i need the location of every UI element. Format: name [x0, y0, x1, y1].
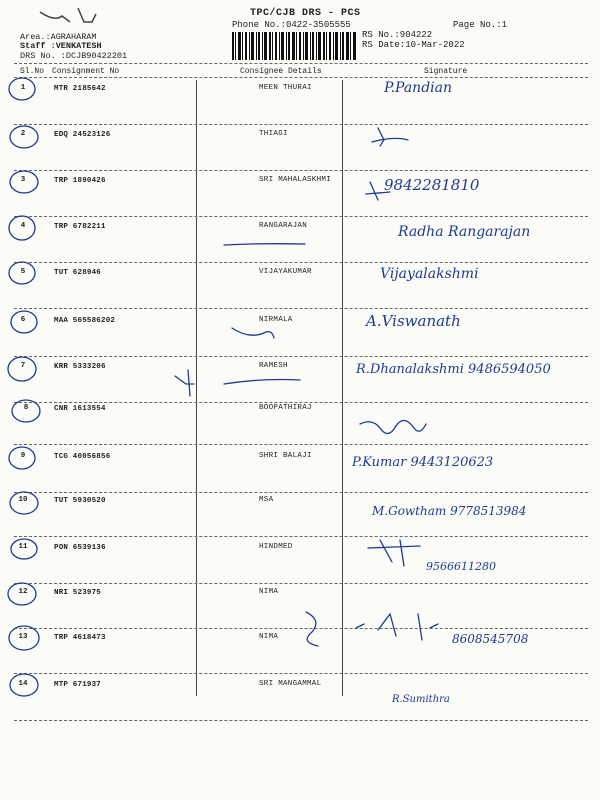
row-number: 5 — [20, 268, 26, 276]
row-divider — [14, 262, 588, 263]
page-number: Page No.:1 — [453, 20, 508, 30]
rs-number: RS No.:904222 — [362, 30, 433, 40]
consignment-number: TUT 5930520 — [54, 497, 106, 505]
row-number: 4 — [20, 222, 26, 230]
signature-row-10: M.Gowtham 9778513984 — [372, 504, 527, 518]
signature-row-3: 9842281810 — [384, 176, 480, 194]
row-number: 3 — [20, 176, 26, 184]
col-header-consignee: Consignee Details — [240, 67, 322, 76]
consignee-name: SHRI BALAJI — [259, 452, 312, 460]
consignee-name: NIMA — [259, 588, 279, 596]
consignment-number: NRI 523975 — [54, 589, 102, 597]
row-number: 1 — [20, 84, 26, 92]
phone-number: Phone No.:0422-3505555 — [232, 20, 351, 30]
col-header-signature: Signature — [424, 67, 468, 76]
consignee-name: MEEN THURAI — [259, 84, 312, 92]
divider — [14, 77, 588, 78]
consignee-name: THIAGI — [259, 130, 288, 138]
row-divider — [14, 536, 588, 537]
consignment-number: TRP 4618473 — [54, 634, 106, 642]
row-number: 6 — [20, 316, 26, 324]
row-divider — [14, 673, 588, 674]
consignee-name: SRI MAHALASKHMI — [259, 176, 332, 184]
col-header-consignment: Consignment No — [52, 67, 120, 76]
row-number: 13 — [18, 633, 28, 641]
row-divider — [14, 628, 588, 629]
consignee-name: BOOPATHIRAJ — [259, 404, 312, 412]
row-divider — [14, 356, 588, 357]
divider — [14, 63, 588, 64]
column-rule-right — [342, 80, 343, 696]
row-number: 11 — [18, 543, 28, 551]
consignee-name: HINDMED — [259, 543, 293, 551]
consignment-number: KRR 5333206 — [54, 363, 106, 371]
consignment-number: MAA 565586202 — [54, 317, 116, 325]
consignee-name: MSA — [259, 496, 274, 504]
row-divider — [14, 492, 588, 493]
signature-row-11: 9566611280 — [426, 560, 496, 573]
consignment-number: MTP 671937 — [54, 681, 102, 689]
signature-row-5: Vijayalakshmi — [380, 266, 479, 282]
row-number: 14 — [18, 680, 28, 688]
row-divider — [14, 308, 588, 309]
consignment-number: TCG 40056856 — [54, 453, 111, 461]
row-divider — [14, 720, 588, 721]
consignment-number: TRP 6782211 — [54, 223, 106, 231]
rs-date: RS Date:10-Mar-2022 — [362, 40, 465, 50]
row-divider — [14, 124, 588, 125]
consignment-number: CNR 1613554 — [54, 405, 106, 413]
row-divider — [14, 170, 588, 171]
column-rule-left — [196, 80, 197, 696]
row-divider — [14, 402, 588, 403]
row-number: 9 — [20, 452, 26, 460]
staff-label: Staff :VENKATESH — [20, 41, 102, 51]
row-number: 10 — [18, 496, 28, 504]
consignee-name: NIRMALA — [259, 316, 293, 324]
signature-row-4: Radha Rangarajan — [398, 224, 531, 240]
row-divider — [14, 583, 588, 584]
consignment-number: TUT 628946 — [54, 269, 102, 277]
consignee-name: VIJAYAKUMAR — [259, 268, 312, 276]
row-divider — [14, 216, 588, 217]
signature-row-1: P.Pandian — [384, 80, 452, 96]
signature-row-7: R.Dhanalakshmi 9486594050 — [356, 362, 551, 377]
row-number: 12 — [18, 588, 28, 596]
consignee-name: RAMESH — [259, 362, 288, 370]
signature-row-6: A.Viswanath — [366, 312, 461, 330]
col-header-no: Sl.No — [20, 67, 45, 76]
consignment-number: PON 6539136 — [54, 544, 106, 552]
document-title: TPC/CJB DRS - PCS — [250, 8, 361, 19]
consignment-number: EDQ 24523126 — [54, 131, 111, 139]
consignee-name: RANGARAJAN — [259, 222, 308, 230]
signature-row-9: P.Kumar 9443120623 — [352, 455, 494, 470]
drs-number: DRS No. :DCJB90422201 — [20, 51, 128, 61]
consignee-name: NIMA — [259, 633, 279, 641]
row-divider — [14, 444, 588, 445]
area-label: Area.:AGRAHARAM — [20, 32, 97, 42]
consignment-number: MTR 2185642 — [54, 85, 106, 93]
row-number: 8 — [23, 404, 29, 412]
signature-row-13: 8608545708 — [452, 632, 529, 646]
consignee-name: SRI MANGAMMAL — [259, 680, 322, 688]
barcode — [232, 32, 356, 60]
row-number: 7 — [20, 362, 26, 370]
consignment-number: TRP 1890426 — [54, 177, 106, 185]
row-number: 2 — [20, 130, 26, 138]
signature-row-14: R.Sumithra — [392, 694, 450, 705]
